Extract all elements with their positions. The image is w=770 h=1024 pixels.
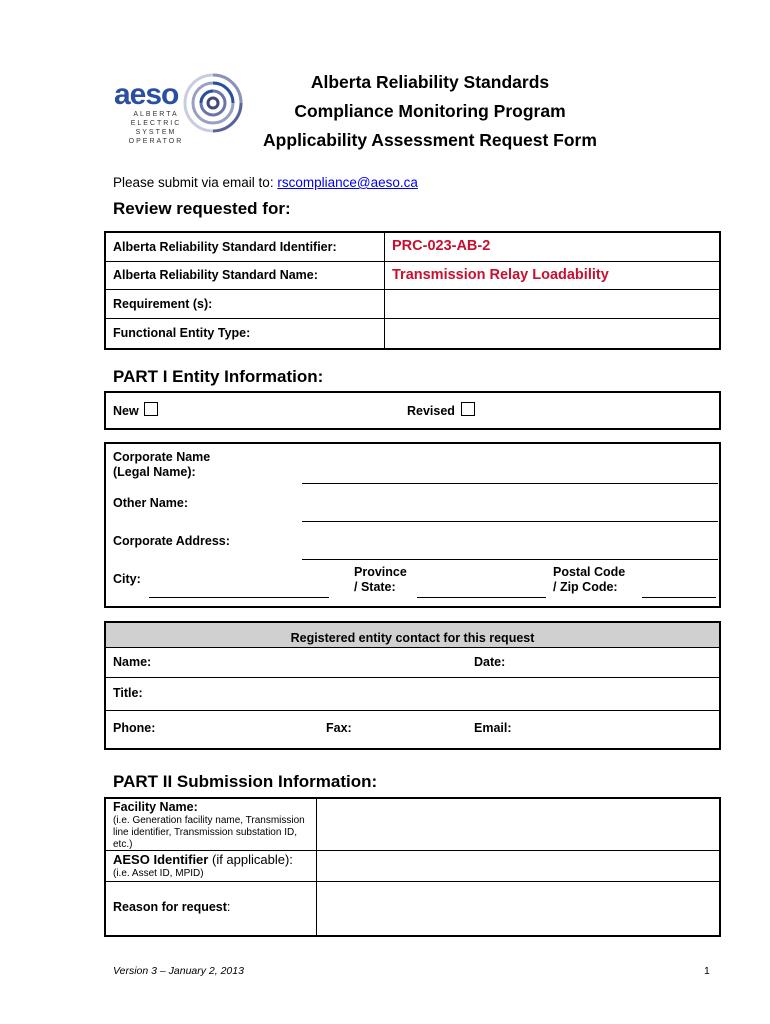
contact-date-label: Date: — [474, 655, 506, 669]
reason-label: Reason for request: — [113, 900, 231, 914]
facility-name-label: Facility Name: — [113, 800, 198, 814]
aeso-identifier-field[interactable] — [318, 852, 719, 880]
contact-title-label: Title: — [113, 686, 143, 700]
corporate-address-label: Corporate Address: — [113, 534, 230, 548]
contact-heading: Registered entity contact for this request — [290, 631, 535, 645]
title-line-2: Compliance Monitoring Program — [294, 101, 566, 121]
other-name-field[interactable] — [302, 521, 718, 522]
aeso-logo — [112, 72, 237, 147]
contact-name-label: Name: — [113, 655, 152, 669]
part2-heading: PART II Submission Information: — [113, 772, 378, 791]
new-label: New — [113, 404, 139, 418]
corporate-name-field[interactable] — [302, 483, 718, 484]
revised-checkbox[interactable] — [461, 402, 475, 416]
province-field[interactable] — [417, 597, 546, 598]
review-requirement-label: Requirement (s): — [113, 297, 213, 311]
submit-email-link[interactable]: rscompliance@aeso.ca — [277, 175, 418, 190]
corporate-name-label: Corporate Name (Legal Name): — [113, 450, 211, 479]
title-line-3: Applicability Assessment Request Form — [263, 130, 597, 150]
review-identifier-value: PRC-023-AB-2 — [392, 238, 491, 254]
contact-email-label: Email: — [474, 721, 512, 735]
reason-field[interactable] — [318, 883, 719, 935]
logo-subtitle: ALBERTA ELECTRIC SYSTEM OPERATOR — [128, 111, 184, 145]
review-identifier-label: Alberta Reliability Standard Identifier: — [113, 240, 337, 254]
facility-name-note: (i.e. Generation facility name, Transmission line identifier, Transmission substation ID, etc.) — [113, 815, 305, 850]
part1-heading: PART I Entity Information: — [113, 367, 324, 386]
review-requirement-field[interactable] — [386, 290, 719, 317]
footer-version: Version 3 – January 2, 2013 — [113, 965, 244, 977]
city-field[interactable] — [149, 597, 329, 598]
review-name-label: Alberta Reliability Standard Name: — [113, 268, 318, 282]
city-label: City: — [113, 572, 141, 586]
corporate-address-field[interactable] — [302, 559, 718, 560]
new-checkbox[interactable] — [144, 402, 158, 416]
review-heading: Review requested for: — [113, 199, 291, 218]
footer-page-number: 1 — [704, 965, 710, 977]
facility-name-field[interactable] — [318, 799, 719, 849]
postal-label: Postal Code / Zip Code: — [553, 565, 626, 594]
submit-prefix: Please submit via email to: — [113, 175, 274, 190]
logo-wordmark: aeso — [114, 78, 179, 111]
postal-field[interactable] — [642, 597, 716, 598]
aeso-identifier-label: AESO Identifier (if applicable): — [113, 852, 293, 867]
revised-label: Revised — [407, 404, 455, 418]
contact-phone-label: Phone: — [113, 721, 156, 735]
review-entity-type-label: Functional Entity Type: — [113, 326, 251, 340]
submit-instructions — [113, 175, 418, 190]
aeso-identifier-note: (i.e. Asset ID, MPID) — [113, 868, 204, 879]
contact-fax-label: Fax: — [326, 721, 352, 735]
review-entity-type-field[interactable] — [386, 319, 719, 347]
other-name-label: Other Name: — [113, 496, 189, 510]
province-label: Province / State: — [354, 565, 407, 594]
review-name-value: Transmission Relay Loadability — [392, 267, 609, 283]
title-line-1: Alberta Reliability Standards — [310, 72, 550, 92]
